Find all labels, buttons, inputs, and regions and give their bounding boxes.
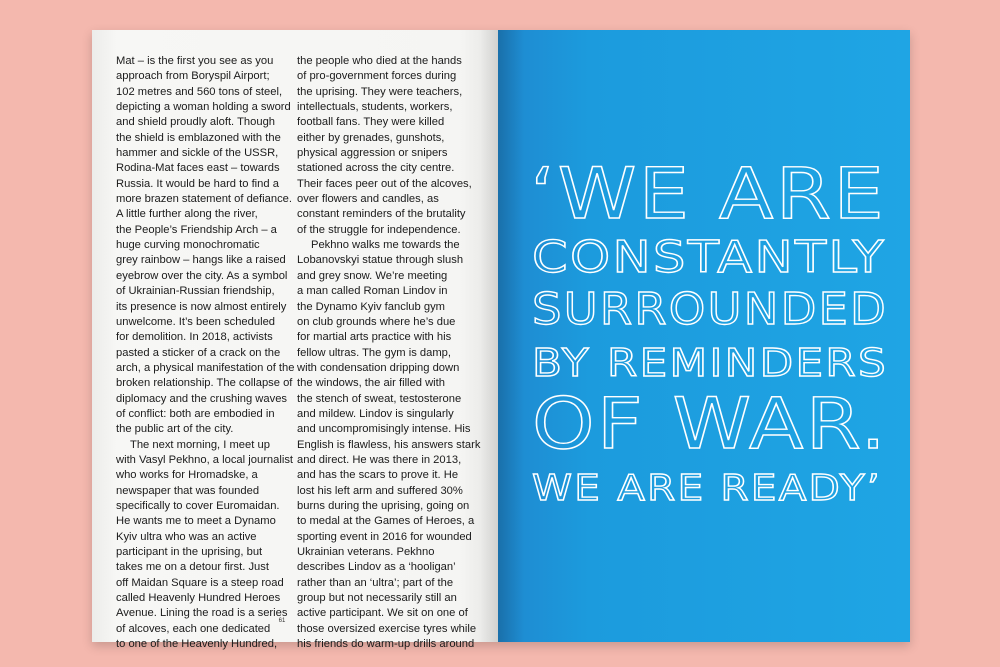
text-line: depicting a woman holding a sword: [116, 101, 291, 114]
text-line: broken relationship. The collapse of: [116, 377, 293, 390]
text-line: He wants me to meet a Dynamo: [116, 515, 276, 528]
text-line: Avenue. Lining the road is a series: [116, 607, 288, 620]
text-line: to medal at the Games of Heroes, a: [297, 515, 475, 528]
text-line: his friends do warm-up drills around: [297, 638, 475, 651]
text-line: Ukrainian veterans. Pekhno: [297, 546, 435, 558]
text-line: the public art of the city.: [116, 423, 234, 436]
text-line: and grey snow. We’re meeting: [297, 269, 448, 282]
quote-line-5: OF WAR.: [532, 383, 888, 465]
text-line: the stench of sweat, testosterone: [297, 392, 462, 405]
text-line: stationed across the city centre.: [297, 162, 455, 175]
text-line: 102 metres and 560 tons of steel,: [116, 85, 283, 98]
text-line: participant in the uprising, but: [116, 546, 263, 558]
text-line: with Vasyl Pekhno, a local journalist: [116, 453, 294, 466]
magazine-spread: [92, 30, 910, 651]
text-line: describes Lindov as a ‘hooligan’: [297, 561, 456, 574]
text-line: eyebrow over the city. As a symbol: [116, 269, 288, 282]
text-line: its presence is now almost entirely: [116, 300, 287, 313]
page-number: 61: [278, 618, 286, 624]
text-line: constant reminders of the brutality: [297, 208, 466, 221]
text-line: specifically to cover Euromaidan.: [116, 499, 280, 512]
text-line: active participant. We sit on one of: [297, 607, 468, 620]
text-line: to one of the Heavenly Hundred,: [116, 638, 278, 651]
text-line: Lobanovskyi statue through slush: [297, 254, 464, 267]
text-line: pasted a sticker of a crack on the: [116, 346, 281, 359]
text-line: intellectuals, students, workers,: [297, 101, 453, 114]
text-line: Pekhno walks me towards the: [311, 239, 460, 252]
text-line: the people who died at the hands: [297, 55, 462, 67]
text-line: unwelcome. It’s been scheduled: [116, 315, 276, 328]
text-line: rather than an ‘ultra’; part of the: [297, 576, 454, 589]
text-line: called Heavenly Hundred Heroes: [116, 592, 281, 605]
text-line: of pro-government forces during: [297, 70, 457, 83]
text-column-2: [297, 54, 481, 652]
text-line: huge curving monochromatic: [116, 239, 260, 252]
text-line: and uncompromisingly intense. His: [297, 423, 471, 436]
text-line: over flowers and candles, as: [297, 193, 439, 206]
quote-line-1: ‘WE ARE: [530, 153, 886, 235]
text-line: for martial arts practice with his: [297, 331, 452, 344]
text-line: takes me on a detour first. Just: [116, 561, 269, 574]
text-line: The next morning, I meet up: [130, 438, 270, 451]
right-page: [498, 30, 910, 642]
text-line: those oversized exercise tyres while: [297, 622, 477, 635]
text-line: A little further along the river,: [116, 208, 258, 221]
text-line: sporting event in 2016 for wounded: [297, 530, 472, 543]
text-line: off Maidan Square is a steep road: [116, 576, 284, 589]
text-line: and direct. He was there in 2013,: [297, 453, 462, 466]
quote-line-2: CONSTANTLY: [532, 232, 886, 283]
text-line: of alcoves, each one dedicated: [116, 622, 271, 635]
text-line: of conflict: both are embodied in: [116, 407, 275, 420]
text-line: either by grenades, gunshots,: [297, 131, 445, 144]
text-line: newspaper that was founded: [116, 484, 260, 497]
left-page: [92, 30, 502, 651]
text-line: lost his left arm and suffered 30%: [297, 484, 463, 497]
text-line: Russia. It would be hard to find a: [116, 177, 279, 190]
text-line: the shield is emblazoned with the: [116, 131, 281, 144]
text-line: grey rainbow – hangs like a raised: [116, 254, 286, 267]
text-line: the Dynamo Kyiv fanclub gym: [297, 300, 445, 313]
text-line: approach from Boryspil Airport;: [116, 70, 270, 83]
text-line: Their faces peer out of the alcoves,: [297, 177, 472, 190]
text-line: of the struggle for independence.: [297, 223, 461, 236]
text-line: more brazen statement of defiance.: [116, 193, 292, 206]
text-line: Mat – is the first you see as you: [116, 55, 274, 67]
text-line: Kyiv ultra who was an active: [116, 530, 257, 543]
text-line: English is flawless, his answers stark: [297, 438, 481, 451]
text-line: the windows, the air filled with: [297, 377, 445, 390]
text-line: and shield proudly aloft. Though: [116, 116, 276, 129]
text-line: on club grounds where he’s due: [297, 315, 456, 328]
text-line: and has the scars to prove it. He: [297, 469, 459, 482]
text-line: the uprising. They were teachers,: [297, 85, 463, 98]
text-line: arch, a physical manifestation of the: [116, 361, 295, 374]
text-line: hammer and sickle of the USSR,: [116, 147, 279, 160]
text-line: and mildew. Lindov is singularly: [297, 407, 454, 420]
quote-line-3: SURROUNDED: [532, 284, 888, 335]
text-line: football fans. They were killed: [297, 116, 445, 129]
text-line: physical aggression or snipers: [297, 147, 448, 160]
text-line: Rodina-Mat faces east – towards: [116, 162, 280, 175]
text-line: diplomacy and the crushing waves: [116, 392, 288, 405]
text-line: who works for Hromadske, a: [116, 469, 258, 482]
quote-line-4: BY REMINDERS: [532, 341, 888, 385]
quote-line-6: WE ARE READY’: [532, 468, 882, 509]
text-line: for demolition. In 2018, activists: [116, 331, 273, 344]
pull-quote-svg: [498, 30, 910, 642]
text-line: a man called Roman Lindov in: [297, 285, 448, 298]
text-line: of Ukrainian-Russian friendship,: [116, 285, 275, 298]
text-line: the People’s Friendship Arch – a: [116, 223, 277, 236]
text-column-1: [116, 54, 304, 652]
text-line: fellow ultras. The gym is damp,: [297, 346, 451, 359]
text-line: group but not necessarily still an: [297, 592, 457, 605]
text-line: with condensation dripping down: [297, 361, 460, 374]
text-line: burns during the uprising, going on: [297, 499, 470, 512]
